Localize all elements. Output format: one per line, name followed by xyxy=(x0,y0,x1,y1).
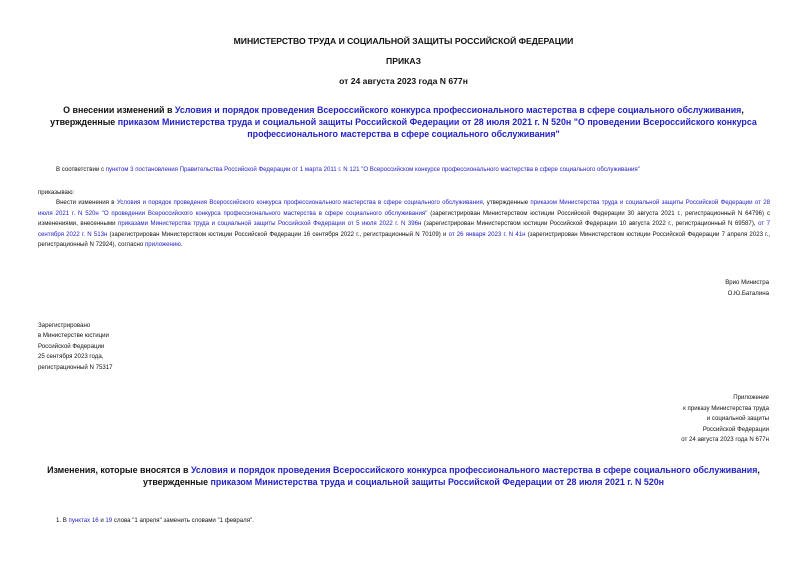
order-title xyxy=(40,104,767,140)
appendix-line-2: к приказу Министерства труда xyxy=(683,404,769,412)
body-link-order-513n[interactable]: от 7 сентября 2022 г. N 513н xyxy=(38,220,771,238)
preamble-prefix: В соответствии с xyxy=(56,166,106,173)
changes-title-prefix: Изменения, которые вносятся в xyxy=(47,465,191,475)
title-mid: , утвержденные xyxy=(50,105,744,127)
body-link-order-41n[interactable]: от 26 января 2023 г. N 41н xyxy=(448,230,526,238)
order-word: приказываю: xyxy=(38,189,75,196)
signature-position: Врио Министра xyxy=(725,279,769,286)
item1-link-point-16[interactable]: пунктах 16 xyxy=(68,517,99,524)
title-prefix: О внесении изменений в xyxy=(63,105,175,115)
preamble-link-resolution-121[interactable]: пунктом 3 постановления Правительства Российской Федерации от 1 марта 2011 г. N 121 "О Всероссийском конкурсе профессионального мастерства в сфере социального обслуживания" xyxy=(105,166,640,173)
body-link-order-520n[interactable]: приказом Министерства труда и социальной защиты Российской Федерации от 28 июля 2021 г. N 520н "О проведении Всероссийского конкурса профессионального мастерства в сфере социального обслуживания" xyxy=(38,199,770,217)
body-link-appendix[interactable]: приложению xyxy=(145,241,181,249)
changes-title-link-order-520n[interactable]: приказом Министерства труда и социальной защиты Российской Федерации от 28 июля 2021 г. N 520н xyxy=(210,477,665,487)
changes-title xyxy=(40,464,767,488)
registration-line-4: 25 сентября 2023 года, xyxy=(38,353,104,361)
preamble xyxy=(56,165,776,176)
appendix-line-3: и социальной защиты xyxy=(706,415,769,422)
ministry-heading: МИНИСТЕРСТВО ТРУДА И СОЦИАЛЬНОЙ ЗАЩИТЫ РОССИЙСКОЙ ФЕДЕРАЦИИ xyxy=(233,36,574,46)
body-link-conditions[interactable]: Условия и порядок проведения Всероссийского конкурса профессионального мастерства в сфере социального обслуживания xyxy=(116,199,483,206)
registration-line-5: регистрационный N 75317 xyxy=(38,363,113,371)
body-text-2: , утвержденные xyxy=(482,199,531,206)
item1-text-2: и xyxy=(98,517,106,524)
item1-text-1: 1. В xyxy=(56,517,69,524)
registration-line-3: Российской Федерации xyxy=(38,342,105,350)
changes-title-mid: , утвержденные xyxy=(142,465,760,487)
signature-block xyxy=(725,278,769,299)
registration-line-2: в Министерстве юстиции xyxy=(38,332,109,340)
item1-link-point-19[interactable]: 19 xyxy=(105,517,113,524)
body-text-1: Внести изменения в xyxy=(56,199,117,206)
item1-text-3: слова "1 апреля" заменить словами "1 февраля". xyxy=(112,517,254,524)
signature-name: О.Ю.Баталина xyxy=(727,289,769,297)
body-link-order-396n[interactable]: приказами Министерства труда и социальной защиты Российской Федерации от 5 июля 2022 г. N 396н xyxy=(118,220,422,228)
registration-block xyxy=(38,321,113,373)
appendix-block xyxy=(681,393,769,446)
doc-type-heading: ПРИКАЗ xyxy=(386,56,421,66)
doc-date-heading: от 24 августа 2023 года N 677н xyxy=(339,76,468,86)
body-text-7: . xyxy=(180,241,183,249)
title-link-conditions[interactable]: Условия и порядок проведения Всероссийского конкурса профессионального мастерства в сфере социального обслуживания xyxy=(174,105,742,115)
title-link-order-520n[interactable]: приказом Министерства труда и социальной защиты Российской Федерации от 28 июля 2021 г. N 520н "О проведении Всероссийского конкурса профессионального мастерства в сфере социального обслуживания" xyxy=(117,117,757,139)
body-text-3: (зарегистрирован Министерством юстиции Российской Федерации 30 августа 2021 г., регистрационный N 64796) с изменениями, внесенными xyxy=(38,209,770,228)
appendix-line-4: Российской Федерации xyxy=(702,425,769,433)
change-item-1 xyxy=(56,516,254,527)
appendix-line-5: от 24 августа 2023 года N 677н xyxy=(681,436,769,443)
body-text-6: (зарегистрирован Министерством юстиции Российской Федерации 7 апреля 2023 г., регистрационный N 72924), согласно xyxy=(38,230,771,249)
changes-title-link-conditions[interactable]: Условия и порядок проведения Всероссийского конкурса профессионального мастерства в сфере социального обслуживания xyxy=(190,465,758,475)
body-text-4: (зарегистрирован Министерством юстиции Российской Федерации 10 августа 2022 г., регистрационный N 69587), xyxy=(421,220,759,228)
appendix-line-1: Приложение xyxy=(733,394,769,401)
body-text-5: (зарегистрирован Министерством юстиции Российской Федерации 16 сентября 2022 г., регистрационный N 70109) и xyxy=(107,230,449,238)
registration-line-1: Зарегистрировано xyxy=(38,322,91,329)
order-body xyxy=(38,198,770,251)
